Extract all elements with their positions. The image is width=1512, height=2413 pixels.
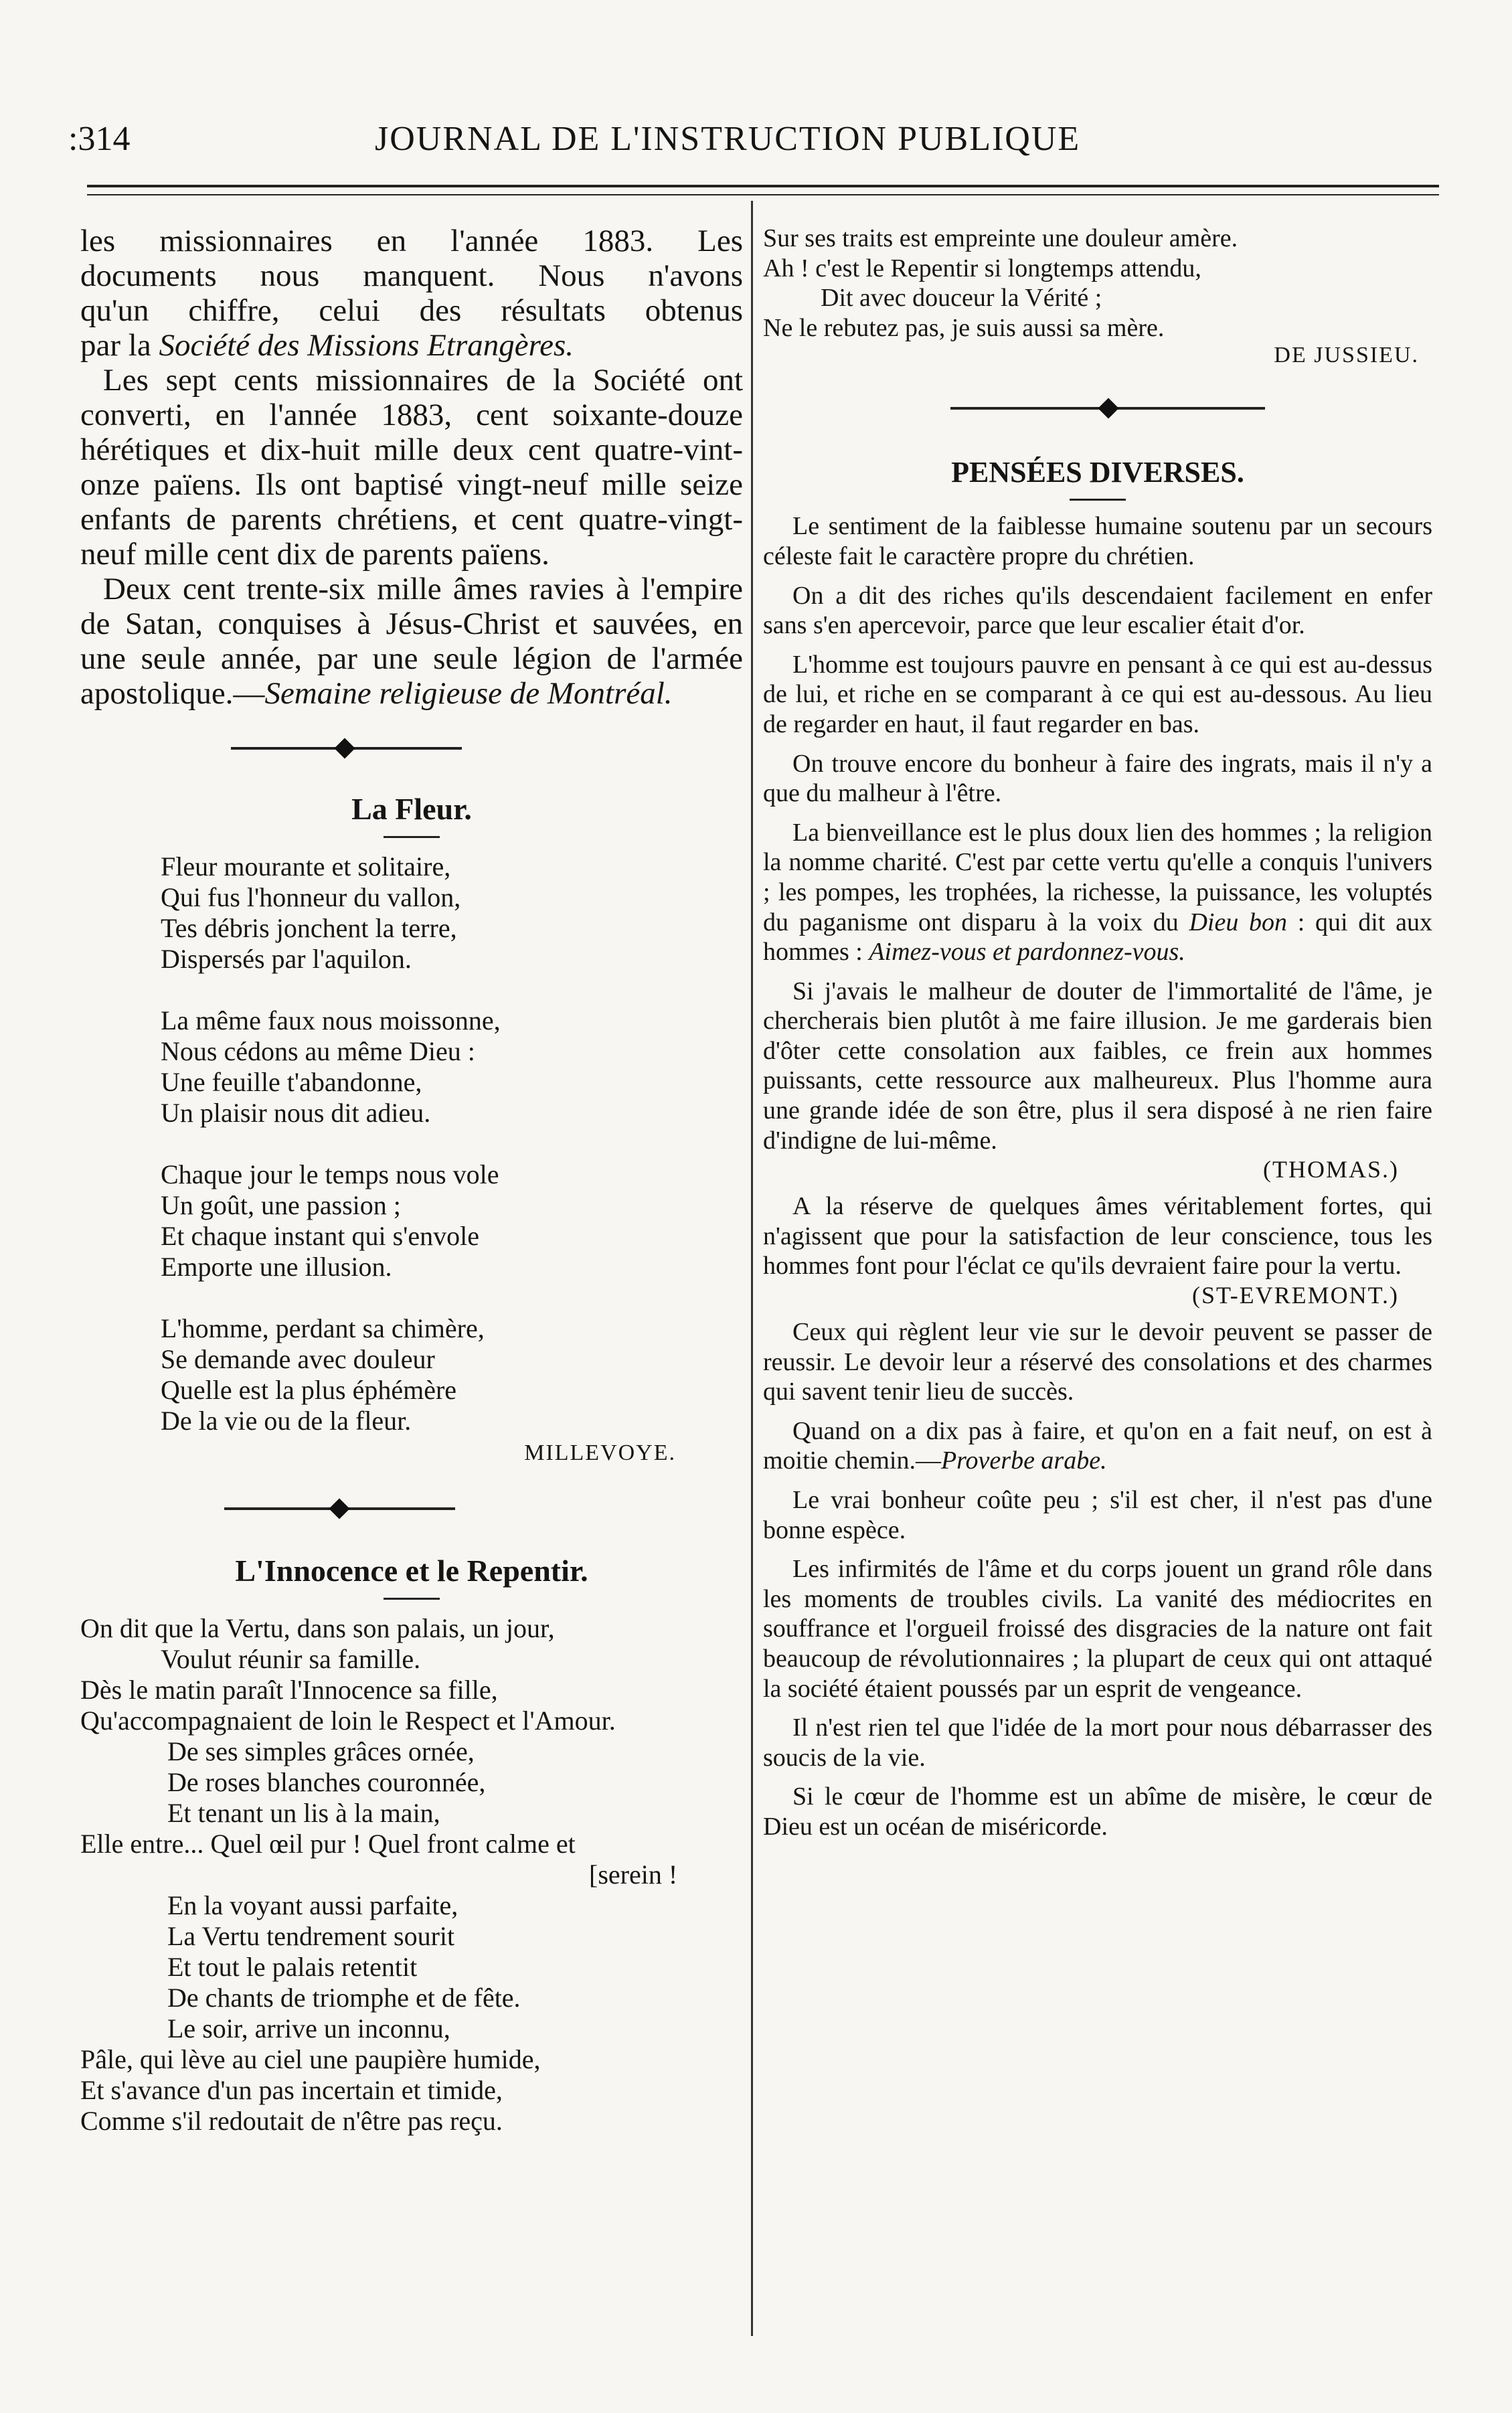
thought-paragraph: Si j'avais le malheur de douter de l'immortalité de l'âme, je chercherais bien plutôt à me faire illusion. Je me garderais bien d'ôter cette consolation aux faibles, ce frein aux hommes puissants, cette ressource aux malheureux. Plus l'homme aura une grande idée de son être, plus il sera disposé à ne rien faire d'indigne de lui-même. bbox=[763, 977, 1432, 1155]
thought-paragraph: On a dit des riches qu'ils descendaient facilement en enfer sans s'en apercevoir, parce que leur escalier était d'or. bbox=[763, 581, 1432, 640]
poem-title-fleur: La Fleur. bbox=[351, 792, 472, 826]
title-rule bbox=[1070, 499, 1126, 501]
souls-text: Deux cent trente-six mille âmes ravies à l'empire de Satan, conquises à Jésus-Christ et sauvées, en une seule année, par une seule légion de l'armée apostolique.— bbox=[80, 572, 743, 711]
poem-line: Ne le rebutez pas, je suis aussi sa mère. bbox=[763, 313, 1165, 342]
ornament-diamond bbox=[329, 1498, 349, 1519]
title-rule bbox=[384, 1598, 440, 1600]
poem-line: Voulut réunir sa famille. bbox=[161, 1644, 421, 1674]
poem-line: De ses simples grâces ornée, bbox=[167, 1736, 475, 1766]
poem-line: Se demande avec douleur bbox=[161, 1344, 435, 1374]
section-title-pensees: PENSÉES DIVERSES. bbox=[951, 456, 1244, 489]
pensees-body bbox=[763, 511, 1432, 1841]
poem-line: Et tenant un lis à la main, bbox=[167, 1798, 440, 1828]
intro-source: Société des Missions Etrangères. bbox=[159, 328, 574, 363]
thought-paragraph: Les infirmités de l'âme et du corps jouent un grand rôle dans les moments de troubles civils. La vanité des médiocrites en souffrance et l'orgueil froissé des disgracies de la nature ont fait beaucoup de révolutionnaires ; la plupart de ceux qui ont attaqué la société étaient poussés par un esprit de vengeance. bbox=[763, 1555, 1432, 1703]
poem-line: De roses blanches couronnée, bbox=[167, 1767, 486, 1797]
thought-source: Proverbe arabe. bbox=[940, 1446, 1107, 1475]
thought-text: La bienveillance est le plus doux lien des hommes ; la religion la nomme charité. C'est par cette vertu qu'elle a conquis l'univers ; les pompes, les trophées, la richesse, la puissance, les voluptés du paganisme ont disparu à la voix du bbox=[763, 818, 1432, 936]
poem-fleur bbox=[161, 851, 743, 1436]
intro-line: qu'un chiffre, celui des résultats obtenus bbox=[80, 293, 743, 328]
poem-line: L'homme, perdant sa chimère, bbox=[161, 1313, 485, 1343]
thought-paragraph: Le vrai bonheur coûte peu ; s'il est cher, il n'est pas d'une bonne espèce. bbox=[763, 1486, 1432, 1544]
thought-italic: Dieu bon bbox=[1189, 908, 1288, 936]
poem-line: Elle entre... Quel œil pur ! Quel front calme et bbox=[80, 1829, 576, 1859]
souls-paragraph bbox=[80, 572, 743, 711]
section-ornament bbox=[80, 735, 743, 762]
poem-line: La Vertu tendrement sourit bbox=[167, 1921, 455, 1951]
thought-paragraph: A la réserve de quelques âmes véritablement fortes, qui n'agissent que pour la satisfaction de leur conscience, tous les hommes font pour l'éclat ce qu'ils devraient faire pour la vertu. bbox=[763, 1192, 1432, 1280]
poem-line: De chants de triomphe et de fête. bbox=[167, 1983, 521, 2013]
poem-line: Emporte une illusion. bbox=[161, 1252, 392, 1282]
poem-line: Dit avec douceur la Vérité ; bbox=[821, 284, 1102, 313]
left-column bbox=[80, 224, 743, 2137]
section-ornament bbox=[763, 395, 1432, 422]
poem-line: Un plaisir nous dit adieu. bbox=[161, 1098, 431, 1128]
poem-line: Tes débris jonchent la terre, bbox=[161, 913, 457, 943]
poem-line: Qui fus l'honneur du vallon, bbox=[161, 882, 461, 912]
intro-line: les missionnaires en l'année 1883. Les bbox=[80, 224, 743, 258]
header-rule-thin bbox=[87, 194, 1439, 195]
column-divider bbox=[751, 201, 753, 2336]
thought-paragraph: Si le cœur de l'homme est un abîme de misère, le cœur de Dieu est un océan de miséricorde. bbox=[763, 1782, 1432, 1841]
thought-paragraph: L'homme est toujours pauvre en pensant à ce qui est au-dessus de lui, et riche en se comparant à ce qui est au-dessous. Au lieu de regarder en haut, il faut regarder en bas. bbox=[763, 650, 1432, 738]
thought-paragraph: On trouve encore du bonheur à faire des ingrats, mais il n'y a que du malheur à l'être. bbox=[763, 749, 1432, 808]
missions-paragraph: Les sept cents missionnaires de la Société ont converti, en l'année 1883, cent soixante-douze hérétiques et dix-huit mille deux cent quatre-vint-onze païens. Ils ont baptisé vingt-neuf mille seize enfants de parents chrétiens, et cent quatre-vingt-neuf mille cent dix de parents païens. bbox=[80, 363, 743, 572]
thought-text: : qui dit aux hommes : bbox=[763, 908, 1432, 967]
thought-paragraph: Ceux qui règlent leur vie sur le devoir peuvent se passer de reussir. Le devoir leur a réservé des consolations et des charmes qui savent tenir lieu de succès. bbox=[763, 1318, 1432, 1406]
poem-line: Nous cédons au même Dieu : bbox=[161, 1036, 475, 1066]
poem-line: Pâle, qui lève au ciel une paupière humide, bbox=[80, 2044, 541, 2074]
poem-line: De la vie ou de la fleur. bbox=[161, 1406, 412, 1436]
poem-line: Une feuille t'abandonne, bbox=[161, 1067, 422, 1097]
right-column bbox=[763, 224, 1432, 1842]
poem-line: Qu'accompagnaient de loin le Respect et l'Amour. bbox=[80, 1705, 616, 1736]
poem-line: Sur ses traits est empreinte une douleur amère. bbox=[763, 224, 1238, 252]
intro-last-line bbox=[80, 328, 743, 363]
poem-line: Et s'avance d'un pas incertain et timide, bbox=[80, 2075, 503, 2105]
poem-title-innocence: L'Innocence et le Repentir. bbox=[235, 1554, 588, 1588]
poem-line: Ah ! c'est le Repentir si longtemps attendu, bbox=[763, 254, 1201, 282]
poem-line: Chaque jour le temps nous vole bbox=[161, 1159, 499, 1189]
poem-line: Et chaque instant qui s'envole bbox=[161, 1221, 479, 1251]
poem-line: Le soir, arrive un inconnu, bbox=[167, 2013, 450, 2044]
souls-source: Semaine religieuse de Montréal. bbox=[264, 676, 673, 711]
poem-line-continuation: [serein ! bbox=[589, 1859, 678, 1890]
poem-line: Quelle est la plus éphémère bbox=[161, 1375, 457, 1405]
author-jussieu: DE JUSSIEU. bbox=[1274, 343, 1419, 368]
thought-paragraph bbox=[763, 818, 1432, 967]
section-ornament bbox=[80, 1495, 743, 1522]
thought-italic: Aimez-vous et pardonnez-vous. bbox=[869, 938, 1185, 967]
thought-paragraph: Le sentiment de la faiblesse humaine soutenu par un secours céleste fait le caractère propre du chrétien. bbox=[763, 512, 1432, 570]
title-rule bbox=[384, 836, 440, 838]
author-thomas: (THOMAS.) bbox=[1263, 1156, 1399, 1183]
poem-line: Comme s'il redoutait de n'être pas reçu. bbox=[80, 2106, 503, 2136]
thought-text: Quand on a dix pas à faire, et qu'on en a fait neuf, on est à moitie chemin.— bbox=[763, 1416, 1432, 1475]
journal-title: JOURNAL DE L'INSTRUCTION PUBLIQUE bbox=[375, 120, 1081, 158]
thought-paragraph: Il n'est rien tel que l'idée de la mort pour nous débarrasser des soucis de la vie. bbox=[763, 1714, 1432, 1772]
stanza bbox=[161, 851, 743, 975]
author-st-evremont: (ST-EVREMONT.) bbox=[1192, 1282, 1399, 1309]
ornament-diamond bbox=[334, 738, 355, 758]
page-number: :314 bbox=[68, 120, 131, 158]
intro-line: documents nous manquent. Nous n'avons bbox=[80, 258, 743, 293]
poem-line: Fleur mourante et solitaire, bbox=[161, 851, 451, 882]
intro-last-plain: par la bbox=[80, 328, 159, 363]
poem-line: Un goût, une passion ; bbox=[161, 1190, 401, 1220]
poem-line: La même faux nous moissonne, bbox=[161, 1005, 501, 1035]
header-rule bbox=[87, 185, 1439, 187]
author-millevoye: MILLEVOYE. bbox=[524, 1440, 676, 1465]
poem-line: On dit que la Vertu, dans son palais, un jour, bbox=[80, 1613, 555, 1643]
poem-line: Et tout le palais retentit bbox=[167, 1952, 418, 1982]
stanza bbox=[161, 1313, 743, 1436]
poem-line: Dispersés par l'aquilon. bbox=[161, 944, 412, 974]
stanza bbox=[161, 1005, 743, 1129]
thought-paragraph bbox=[763, 1416, 1432, 1476]
stanza bbox=[161, 1159, 743, 1282]
poem-line: En la voyant aussi parfaite, bbox=[167, 1890, 458, 1920]
ornament-diamond bbox=[1098, 398, 1118, 419]
poem-line: Dès le matin paraît l'Innocence sa fille, bbox=[80, 1675, 498, 1705]
poem-innocence bbox=[80, 1613, 743, 2137]
